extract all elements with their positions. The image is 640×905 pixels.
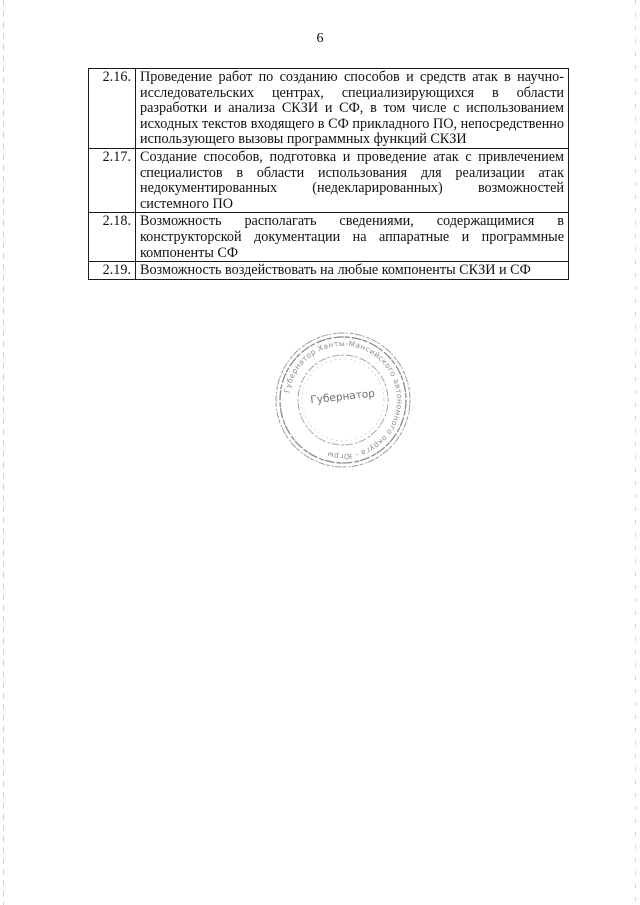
table-row <box>89 69 569 149</box>
seal-center-text: Губернатор <box>309 387 376 407</box>
scan-edge-right <box>635 0 636 905</box>
page-number: 6 <box>316 31 324 46</box>
row-text: Возможность располагать сведениями, содержащимися в конструкторской документации на аппаратные и программные компоненты СФ <box>136 213 569 262</box>
table-row <box>89 262 569 280</box>
table-row <box>89 213 569 262</box>
row-text: Создание способов, подготовка и проведение атак с привлечением специалистов в области использования для реализации атак недокументированных (недекларированных) возможностей системного ПО <box>136 148 569 212</box>
row-number: 2.18. <box>89 213 136 262</box>
table-row <box>89 148 569 212</box>
threats-table <box>88 68 569 280</box>
official-seal <box>272 330 414 470</box>
seal-ring-text: Губернатор Ханты-Мансийского автономного округа - Югры <box>282 338 405 462</box>
scan-edge-left <box>3 0 4 905</box>
row-number: 2.17. <box>89 148 136 212</box>
row-text: Возможность воздействовать на любые компоненты СКЗИ и СФ <box>136 262 569 280</box>
row-number: 2.16. <box>89 69 136 149</box>
row-number: 2.19. <box>89 262 136 280</box>
row-text: Проведение работ по созданию способов и средств атак в научно-исследовательских центрах, специализирующихся в области разработки и анализа СКЗИ и СФ, в том числе с использованием исходных текстов входящего в СФ прикладного ПО, непосредственно использующего вызовы программных функций СКЗИ <box>136 69 569 149</box>
